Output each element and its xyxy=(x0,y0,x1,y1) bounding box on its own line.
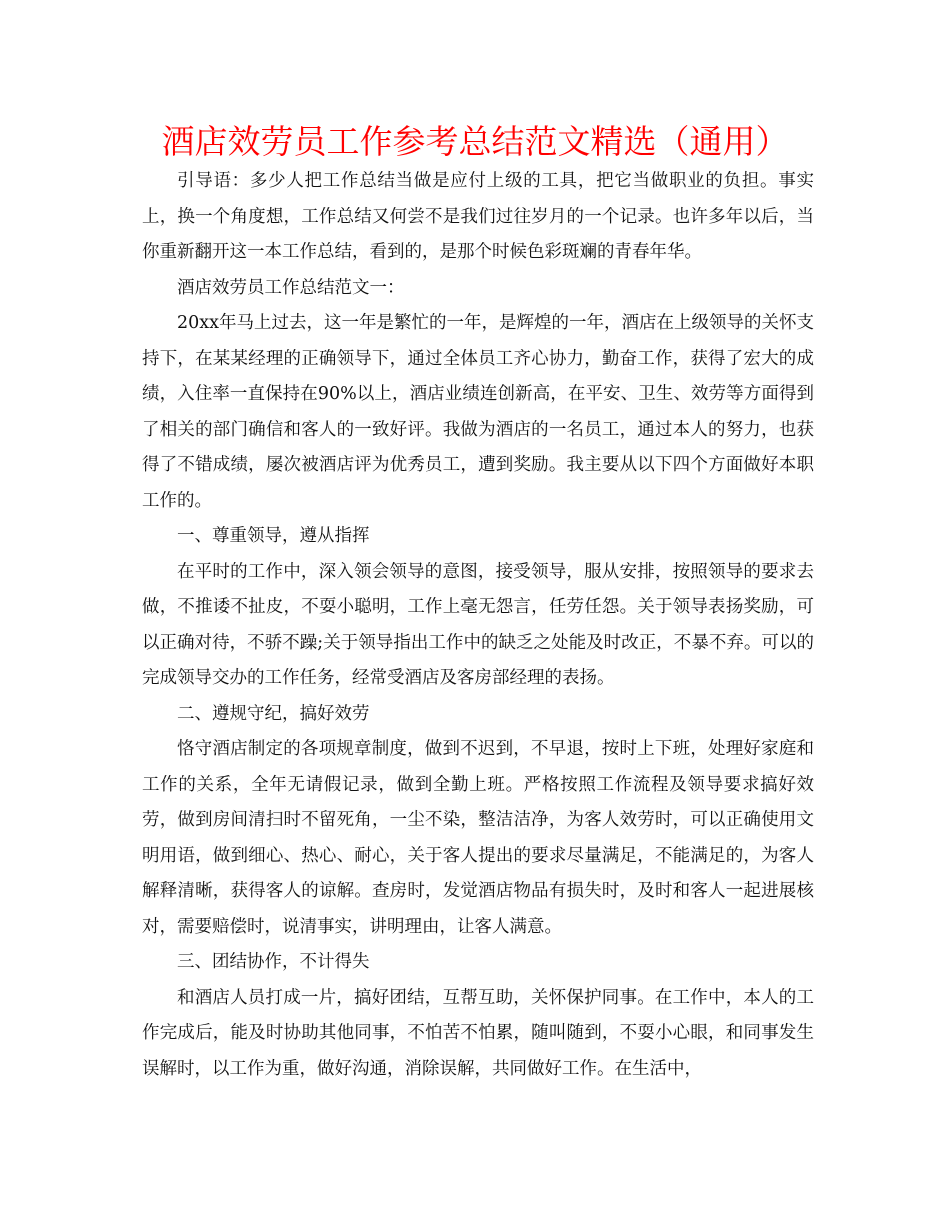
body-paragraph: 恪守酒店制定的各项规章制度，做到不迟到，不早退，按时上下班，处理好家庭和工作的关系，全年无请假记录，做到全勤上班。严格按照工作流程及领导要求搞好效劳，做到房间清扫时不留死角，一尘不染，整洁洁净，为客人效劳时，可以正确使用文明用语，做到细心、热心、耐心，关于客人提出的要求尽量满足，不能满足的，为客人解释清晰，获得客人的谅解。查房时，发觉酒店物品有损失时，及时和客人一起进展核对，需要赔偿时，说清事实，讲明理由，让客人满意。 xyxy=(142,739,814,937)
document-title: 酒店效劳员工作参考总结范文精选（通用） xyxy=(161,122,789,161)
body-paragraph: 和酒店人员打成一片，搞好团结，互帮互助，关怀保护同事。在工作中，本人的工作完成后，能及时协助其他同事，不怕苦不怕累，随叫随到，不耍小心眼，和同事发生误解时，以工作为重，做好沟通，消除误解，共同做好工作。在生活中， xyxy=(142,987,814,1079)
body-paragraph: 20xx年马上过去，这一年是繁忙的一年，是辉煌的一年，酒店在上级领导的关怀支持下，在某某经理的正确领导下，通过全体员工齐心协力，勤奋工作，获得了宏大的成绩，入住率一直保持在90%以上，酒店业绩连创新高，在平安、卫生、效劳等方面得到了相关的部门确信和客人的一致好评。我做为酒店的一名员工，通过本人的努力，也获得了不错成绩，屡次被酒店评为优秀员工，遭到奖励。我主要从以下四个方面做好本职工作的。 xyxy=(142,313,815,511)
body-paragraph: 在平时的工作中，深入领会领导的意图，接受领导，服从安排，按照领导的要求去做，不推诿不扯皮，不耍小聪明，工作上毫无怨言，任劳任怨。关于领导表扬奖励，可以正确对待，不骄不躁;关于领导指出工作中的缺乏之处能及时改正，不暴不弃。可以的完成领导交办的工作任务，经常受酒店及客房部经理的表扬。 xyxy=(142,561,814,688)
section-heading: 酒店效劳员工作总结范文一： xyxy=(177,277,405,298)
section-heading: 一、尊重领导，遵从指挥 xyxy=(177,526,370,546)
section-heading: 二、遵规守纪，搞好效劳 xyxy=(177,703,370,724)
document-body xyxy=(142,164,814,1087)
section-heading: 三、团结协作，不计得失 xyxy=(177,952,370,972)
intro-paragraph: 引导语：多少人把工作总结当做是应付上级的工具，把它当做职业的负担。事实上，换一个角度想，工作总结又何尝不是我们过往岁月的一个记录。也许多年以后，当你重新翻开这一本工作总结，看到的，是那个时候色彩斑斓的青春年华。 xyxy=(142,171,814,262)
